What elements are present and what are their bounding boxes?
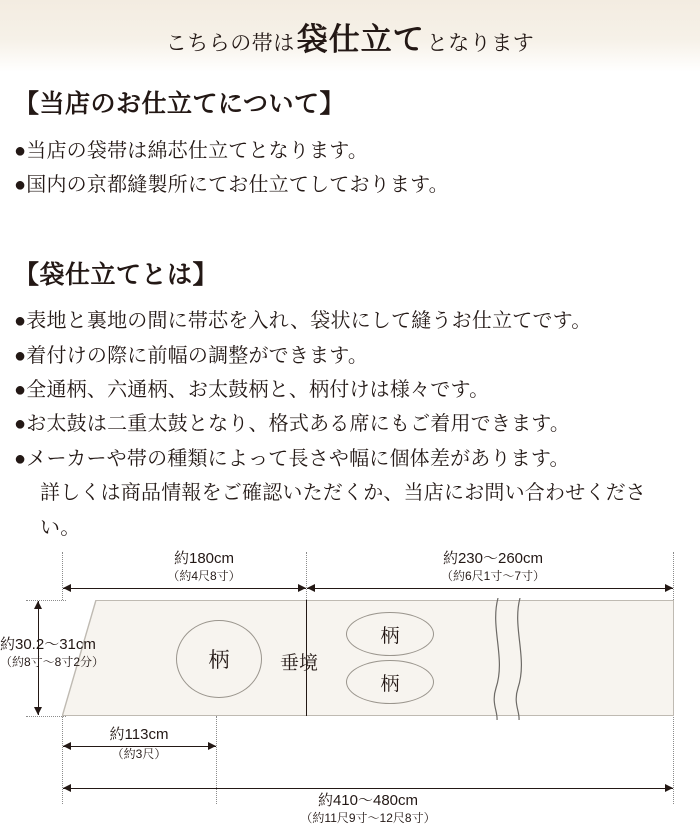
banner-prefix: こちらの帯は	[165, 30, 295, 55]
section-2-line-5: ●メーカーや帯の種類によって長さや幅に個体差があります。	[14, 447, 570, 470]
pattern-oval-top-label: 柄	[380, 625, 400, 647]
header-banner	[0, 0, 700, 72]
section-2-line-2: ●着付けの際に前幅の調整ができます。	[14, 344, 369, 367]
dim-height-sub: （約8寸〜8寸2分）	[0, 654, 105, 669]
pattern-circle-label: 柄	[208, 648, 230, 672]
dim-total-sub: （約11尺9寸〜12尺8寸）	[300, 810, 436, 825]
section-1-line-1: ●当店の袋帯は綿芯仕立てとなります。	[14, 139, 369, 162]
dim-bottom-left-sub: （約3尺）	[111, 746, 167, 761]
section-2-line-1: ●表地と裏地の間に帯芯を入れ、袋状にして縫うお仕立てです。	[14, 310, 592, 333]
guide-line-height-top	[26, 600, 66, 601]
dim-height-main: 約30.2〜31cm	[0, 636, 96, 653]
guide-line-113	[216, 716, 217, 804]
dim-top-left-arrow	[63, 588, 306, 589]
dim-top-right-arrow	[307, 588, 673, 589]
dim-top-right-main: 約230〜260cm	[442, 550, 544, 567]
guide-line-180	[306, 552, 307, 604]
body-text	[14, 88, 686, 545]
pattern-oval-bottom	[346, 660, 434, 704]
dim-top-left-sub: （約4尺8寸）	[167, 568, 241, 583]
pattern-oval-bottom-label: 柄	[380, 673, 400, 695]
section-1-line-2: ●国内の京都縫製所にてお仕立てしております。	[14, 174, 449, 197]
dim-total-label	[243, 792, 493, 826]
banner-emphasis: 袋仕立て	[296, 21, 425, 57]
header-banner-text	[166, 14, 535, 59]
guide-line-height-bottom	[26, 716, 66, 717]
dim-top-left-main: 約180cm	[173, 550, 235, 567]
dim-top-right-sub: （約6尺1寸〜7寸）	[440, 568, 546, 583]
pattern-circle	[176, 620, 262, 698]
section-2-note: 詳しくは商品情報をご確認いただくか、当店にお問い合わせください。	[40, 482, 646, 539]
section-2-line-3: ●全通柄、六通柄、お太鼓柄と、柄付けは様々です。	[14, 379, 490, 402]
tare-zakai-label: 垂境	[280, 653, 319, 674]
pattern-oval-top	[346, 612, 434, 656]
banner-suffix: となります	[426, 30, 535, 55]
section-2-title: 【袋仕立てとは】	[14, 261, 219, 289]
dim-bottom-left-main: 約113cm	[109, 726, 169, 743]
obi-break-lines	[488, 598, 532, 720]
dim-top-right-label	[407, 550, 579, 584]
dim-height-label	[0, 636, 126, 670]
dim-top-left-label	[122, 550, 286, 584]
obi-dimension-diagram	[0, 536, 700, 840]
dim-total-main: 約410〜480cm	[317, 792, 419, 809]
section-1-title: 【当店のお仕立てについて】	[14, 91, 346, 118]
dim-bottom-left-label	[62, 726, 216, 762]
section-spacer	[14, 203, 686, 259]
dim-total-arrow	[63, 788, 673, 789]
section-2-line-4: ●お太鼓は二重太鼓となり、格式ある席にもご着用できます。	[14, 413, 571, 436]
